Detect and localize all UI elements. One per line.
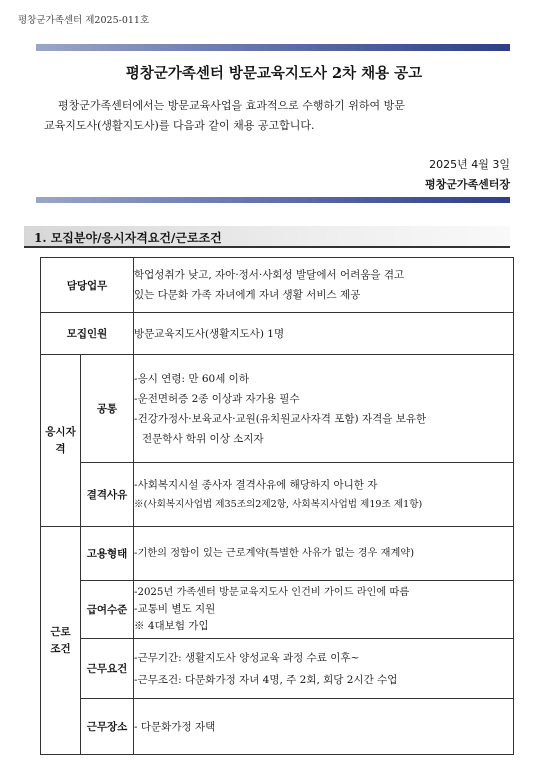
middle-decorative-band [36,197,510,203]
hours-content [134,639,514,699]
pay-label: 급여수준 [81,581,134,639]
disqualification-label: 결격사유 [81,463,134,527]
pay-line-1: -2025년 가족센터 방문교육지도사 인건비 가이드 라인에 따름 [134,587,410,598]
table-row-recruit [41,313,514,355]
duty-line-1: 학업성취가 낮고, 자아·정서·사회성 발달에서 어려움을 겪고 [134,269,405,281]
common-content [134,355,514,463]
announcement-date: 2025년 4월 3일 [429,158,510,171]
common-label: 공통 [81,355,134,463]
table-row-disqualification [41,463,514,527]
section-1-title: 1. 모집분야/응시자격요건/근로조건 [34,231,222,245]
pay-content [134,581,514,639]
table-row-hours [41,639,514,699]
top-decorative-band [36,44,510,51]
table-row-place [41,699,514,755]
recruit-content: 방문교육지도사(생활지도사) 1명 [134,313,514,355]
common-line-2: -운전면허증 2종 이상과 자가용 필수 [134,392,300,405]
table-row-common [41,355,514,463]
common-line-4: 전문학사 학위 이상 소지자 [142,432,264,445]
section-1-header [24,226,510,248]
recruit-label: 모집인원 [41,313,134,355]
hours-line-1: -근무기간: 생활지도사 양성교육 과정 수료 이후~ [134,651,360,664]
table-row-duty [41,258,514,313]
conditions-group-label: 근로 조건 [41,527,81,755]
signature: 평창군가족센터장 [424,178,510,191]
place-label: 근무장소 [81,699,134,755]
table-row-employment [41,527,514,581]
duty-label: 담당업무 [41,258,134,313]
recruitment-table [40,257,514,755]
duty-content [134,258,514,313]
common-line-3: -건강가정사·보육교사·교원(유치원교사자격 포함) 자격을 보유한 [134,412,427,425]
intro-line-1: 평창군가족센터에서는 방문교육사업을 효과적으로 수행하기 위하여 방문 [58,99,405,112]
page-title: 평창군가족센터 방문교육지도사 2차 채용 공고 [125,65,423,82]
place-content: - 다문화가정 자택 [134,699,514,755]
disqualification-line-1: -사회복지시설 종사자 결격사유에 해당하지 아니한 자 [134,478,378,491]
hours-label: 근무요건 [81,639,134,699]
disqualification-line-2: ※(사회복지사업법 제35조의2제2항, 사회복지사업법 제19조 제1항) [134,498,423,510]
pay-line-2: -교통비 별도 지원 [134,603,216,615]
duty-line-2: 있는 다문화 가족 자녀에게 자녀 생활 서비스 제공 [134,289,361,301]
common-line-1: -응시 연령: 만 60세 이하 [134,372,249,385]
intro-paragraph [44,96,510,136]
qualification-group-label: 응시자 격 [41,355,81,527]
document-number: 평창군가족센터 제2025-011호 [18,15,150,26]
employment-content: -기한의 정함이 있는 근로계약(특별한 사유가 없는 경우 재계약) [134,527,514,581]
hours-line-2: -근무조건: 다문화가정 자녀 4명, 주 2회, 회당 2시간 수업 [134,673,398,686]
table-row-pay [41,581,514,639]
pay-line-3: ※ 4대보험 가입 [134,620,209,632]
intro-line-2: 교육지도사(생활지도사)를 다음과 같이 채용 공고합니다. [44,119,315,132]
employment-label: 고용형태 [81,527,134,581]
disqualification-content [134,463,514,527]
